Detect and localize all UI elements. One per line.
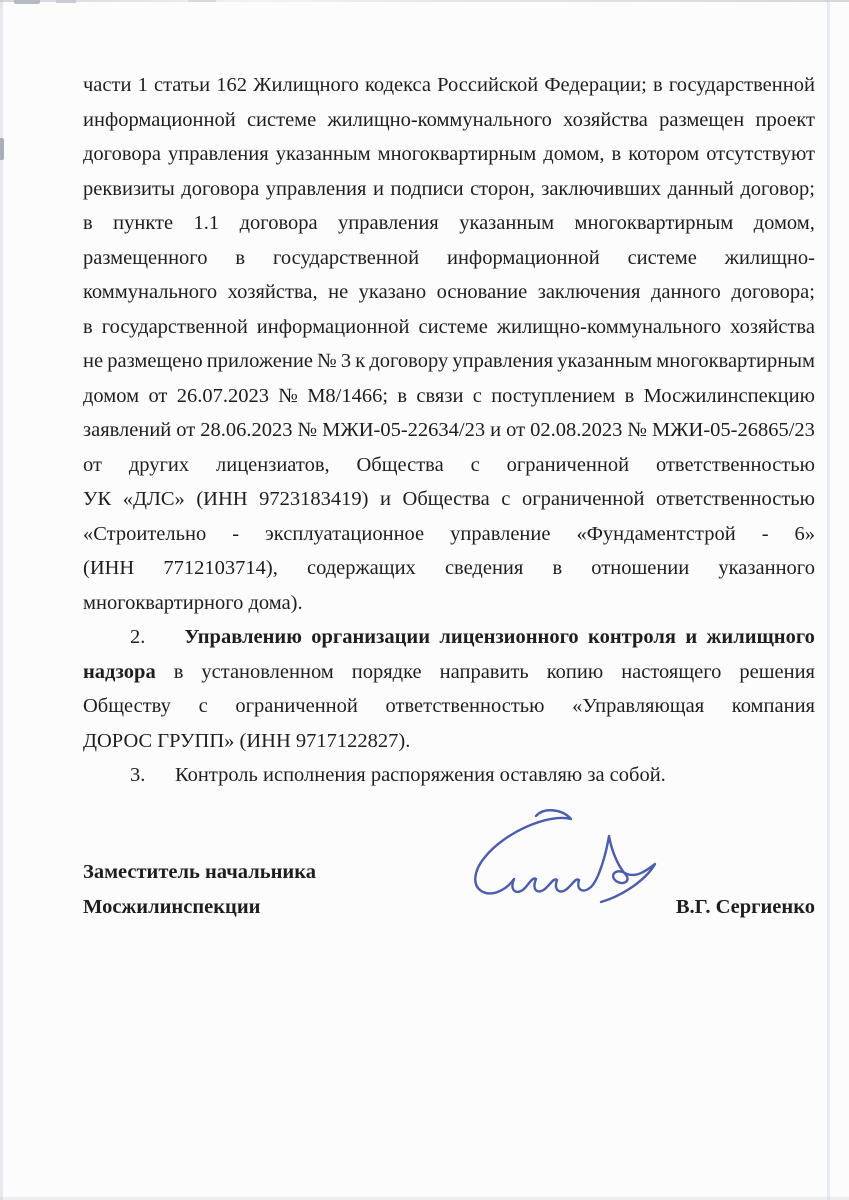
text-line: договора управления указанным многоквартирным домом, в котором отсутствуют <box>83 143 815 165</box>
text-line: заявлений от 28.06.2023 № МЖИ-05-22634/23 и от 02.08.2023 № МЖИ-05-26865/23 <box>83 419 815 441</box>
scan-artifact-dash <box>188 0 216 2</box>
signer-title-line1: Заместитель начальника <box>83 861 316 883</box>
list-number: 2. <box>130 626 146 648</box>
text-line: информационной системе жилищно-коммунального хозяйства размещен проект <box>83 108 815 131</box>
text-line: в пункте 1.1 договора управления указанным многоквартирным домом, <box>83 212 815 234</box>
body-lines <box>83 68 815 793</box>
text-line: многоквартирного дома). <box>83 591 303 614</box>
scan-artifact-top-edge <box>0 0 849 2</box>
text-line: размещенного в государственной информационной системе жилищно- <box>83 246 815 269</box>
signer-name: В.Г. Сергиенко <box>675 896 815 918</box>
text-line: части 1 статьи 162 Жилищного кодекса Российской Федерации; в государственной <box>83 74 815 96</box>
text-line: (ИНН 7712103714), содержащих сведения в отношении указанного <box>83 557 815 579</box>
text-line: 3. Контроль исполнения распоряжения оставляю за собой. <box>83 758 815 793</box>
text-line: УК «ДЛС» (ИНН 9723183419) и Общества с ограниченной ответственностью <box>83 488 815 510</box>
scan-artifact-right-edge <box>827 0 830 1200</box>
text-line: ДОРОС ГРУПП» (ИНН 9717122827). <box>83 729 411 752</box>
handwritten-signature <box>450 796 665 914</box>
list-number: 3. <box>130 764 146 786</box>
scan-artifact-dash <box>56 0 76 3</box>
scan-artifact-dash <box>14 0 40 4</box>
text-line: «Строительно - эксплуатационное управление «Фундаментстрой - 6» <box>83 522 815 545</box>
text-line: Обществу с ограниченной ответственностью «Управляющая компания <box>83 695 815 717</box>
signature-ink-path <box>475 810 655 902</box>
signer-title-block <box>83 855 316 925</box>
text-line: от других лицензиатов, Общества с ограниченной ответственностью <box>83 453 815 476</box>
text-line: надзора в установленном порядке направить копию настоящего решения <box>83 660 815 683</box>
scan-artifact-left-dash <box>0 138 4 160</box>
text-line: не размещено приложение № 3 к договору управления указанным многоквартирным <box>83 350 815 372</box>
text-line: реквизиты договора управления и подписи сторон, заключивших данный договор; <box>83 177 815 200</box>
scan-artifact-left-edge <box>0 0 3 1200</box>
text-line: домом от 26.07.2023 № М8/1466; в связи с поступлением в Мосжилинспекцию <box>83 384 815 407</box>
signer-title-line2: Мосжилинспекции <box>83 896 261 918</box>
text-line: коммунального хозяйства, не указано основание заключения данного договора; <box>83 281 815 303</box>
text-line: 2. Управлению организации лицензионного контроля и жилищного <box>83 620 815 655</box>
text-line: в государственной информационной системе жилищно-коммунального хозяйства <box>83 315 815 338</box>
